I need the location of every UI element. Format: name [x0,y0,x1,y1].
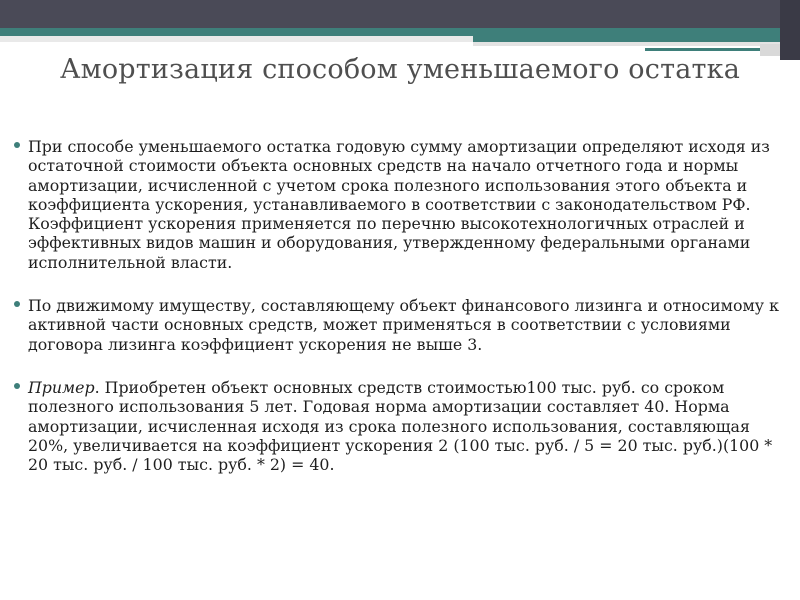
bullet-item [12,137,792,272]
bullet-item [12,378,792,474]
header-corner-block [780,0,800,60]
header-light-band-right [473,42,800,46]
slide-content [12,137,792,498]
slide-title: Амортизация способом уменьшаемого остатка [59,54,741,85]
header-dark-band [0,0,800,28]
header-light-band [0,36,473,42]
bullet-dot-icon [14,142,20,148]
bullet-text: При способе уменьшаемого остатка годовую сумму амортизации определяют исходя из остаточной стоимости объекта основных средств на начало отчетного года и нормы амортизации, исчисленной с учетом срока полезного использования этого объекта и коэффициента ускорения, устанавливаемого в соответствии с законодательством РФ. Коэффициент ускорения применяется по перечню высокотехнологичных отраслей и эффективных видов машин и оборудования, утвержденному федеральными органами исполнительной власти. [28,137,770,272]
bullet-item [12,296,792,354]
bullet-dot-icon [14,301,20,307]
bullet-text: По движимому имуществу, составляющему объект финансового лизинга и относимому к активной части основных средств, может применяться в соответствии с условиями договора лизинга коэффициент ускорения не выше 3. [28,296,779,354]
bullet-dot-icon [14,383,20,389]
example-label: Пример [28,377,95,397]
bullet-text: . Приобретен объект основных средств стоимостью100 тыс. руб. со сроком полезного использования 5 лет. Годовая норма амортизации составляет 40. Норма амортизации, исчисленная исходя из срока полезного использования, составляющая 20%, увеличивается на коэффициент ускорения 2 (100 тыс. руб. / 5 = 20 тыс. руб.)(100 * 20 тыс. руб. / 100 тыс. руб. * 2) = 40. [28,377,773,475]
